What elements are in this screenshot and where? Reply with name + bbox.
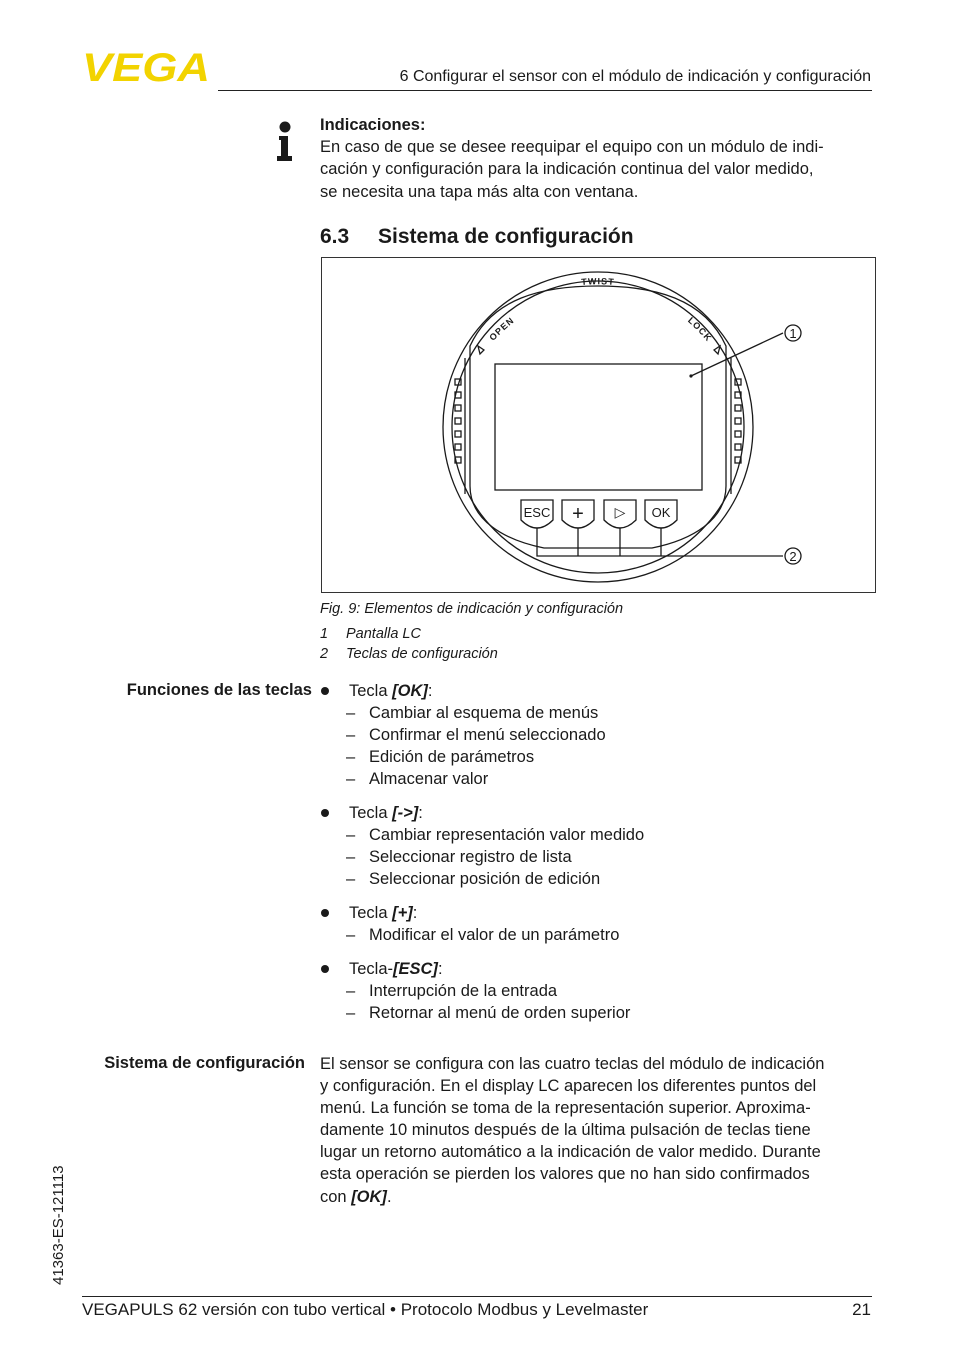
- figure-display-module: [321, 257, 876, 593]
- lock-label: LOCK: [685, 315, 714, 344]
- open-label: OPEN: [487, 315, 517, 343]
- info-icon: [276, 121, 294, 161]
- sub-item: – Seleccionar posición de edición: [346, 870, 601, 888]
- bullet-item: Tecla [OK]:: [320, 680, 875, 702]
- section-number: 6.3: [320, 225, 350, 248]
- key-arrow-group: [320, 802, 875, 890]
- info-title: Indicaciones:: [320, 116, 426, 134]
- header-section-ref: 6 Configurar el sensor con el módulo de indicación y configuración: [399, 68, 871, 85]
- config-system-label: Sistema de configuración: [104, 1054, 305, 1072]
- info-line: En caso de que se desee reequipar el equipo con un módulo de indi-: [320, 138, 824, 156]
- page-number: 21: [852, 1300, 871, 1319]
- section-title: [320, 225, 634, 249]
- legend-item: [320, 626, 421, 642]
- sub-item: – Edición de parámetros: [346, 748, 535, 766]
- info-body: [320, 136, 875, 203]
- key-ok-group: [320, 680, 875, 790]
- key-name: [OK]: [392, 682, 428, 700]
- key-name: [+]: [392, 904, 413, 922]
- sub-item: – Cambiar representación valor medido: [346, 826, 645, 844]
- display-module-drawing: [322, 258, 875, 592]
- legend-number: 2: [320, 646, 329, 662]
- body-line: con [OK].: [320, 1187, 392, 1206]
- footer-title: VEGAPULS 62 versión con tubo vertical • Protocolo Modbus y Levelmaster: [82, 1300, 649, 1319]
- sub-item: – Almacenar valor: [346, 770, 489, 788]
- body-line: damente 10 minutos después de la última pulsación de teclas tiene: [320, 1121, 811, 1140]
- lc-display: [495, 364, 702, 490]
- callout-2: 2: [789, 549, 797, 564]
- display-bezel: [470, 286, 726, 548]
- body-line: y configuración. En el display LC aparecen los diferentes puntos del: [320, 1077, 817, 1096]
- plus-key-label: +: [572, 503, 584, 525]
- config-system-body: [320, 1053, 875, 1208]
- legend-text: Pantalla LC: [346, 626, 421, 642]
- footer-rule: [82, 1296, 872, 1297]
- sub-item: – Retornar al menú de orden superior: [346, 1004, 631, 1022]
- key-functions-label: Funciones de las teclas: [126, 681, 312, 699]
- key-name: [OK]: [351, 1187, 387, 1206]
- vega-logo: [82, 50, 212, 84]
- logo-text: VEGA: [82, 50, 210, 84]
- sub-item: – Cambiar al esquema de menús: [346, 704, 599, 722]
- sub-item: – Confirmar el menú seleccionado: [346, 726, 606, 744]
- info-line: se necesita una tapa más alta con ventana.: [320, 182, 639, 201]
- key-functions-list: [320, 680, 875, 1036]
- body-line: lugar un retorno automático a la indicación de valor medido. Durante: [320, 1143, 821, 1162]
- body-line: El sensor se configura con las cuatro teclas del módulo de indicación: [320, 1055, 825, 1073]
- legend-item: [320, 646, 498, 662]
- key-esc-group: [320, 958, 875, 1024]
- document-code: [38, 1145, 88, 1290]
- sub-item: – Interrupción de la entrada: [346, 982, 558, 1000]
- grip-teeth-right: [735, 379, 741, 463]
- legend-number: 1: [320, 626, 329, 642]
- figure-caption: Fig. 9: Elementos de indicación y configuración: [320, 601, 624, 617]
- body-line: menú. La función se toma de la representación superior. Aproxima-: [320, 1099, 811, 1118]
- body-line: esta operación se pierden los valores que no han sido confirmados: [320, 1165, 810, 1184]
- ok-key-label: OK: [651, 505, 671, 520]
- header-rule: [218, 90, 872, 91]
- sub-item: – Modificar el valor de un parámetro: [346, 926, 620, 944]
- svg-text:OPEN: [487, 315, 516, 343]
- bullet-item: Tecla [->]:: [320, 802, 875, 824]
- twist-label: TWIST: [580, 276, 616, 287]
- bullet-item: Tecla [+]:: [320, 902, 875, 924]
- info-line: cación y configuración para la indicación continua del valor medido,: [320, 160, 814, 179]
- sub-item: – Seleccionar registro de lista: [346, 848, 572, 866]
- document-code-text: 41363-ES-121113: [50, 1165, 67, 1285]
- grip-teeth-left: [455, 379, 461, 463]
- legend-text: Teclas de configuración: [346, 646, 498, 662]
- key-plus-group: [320, 902, 875, 946]
- key-name: [->]: [392, 804, 419, 822]
- bullet-item: Tecla-[ESC]:: [320, 958, 875, 980]
- arrow-key-label: ▷: [614, 504, 626, 520]
- svg-text:TWIST: [581, 276, 615, 287]
- key-name: [ESC]: [393, 960, 438, 978]
- esc-key-label: ESC: [523, 505, 551, 520]
- section-title-text: Sistema de configuración: [378, 225, 634, 248]
- callout-1: 1: [789, 326, 797, 341]
